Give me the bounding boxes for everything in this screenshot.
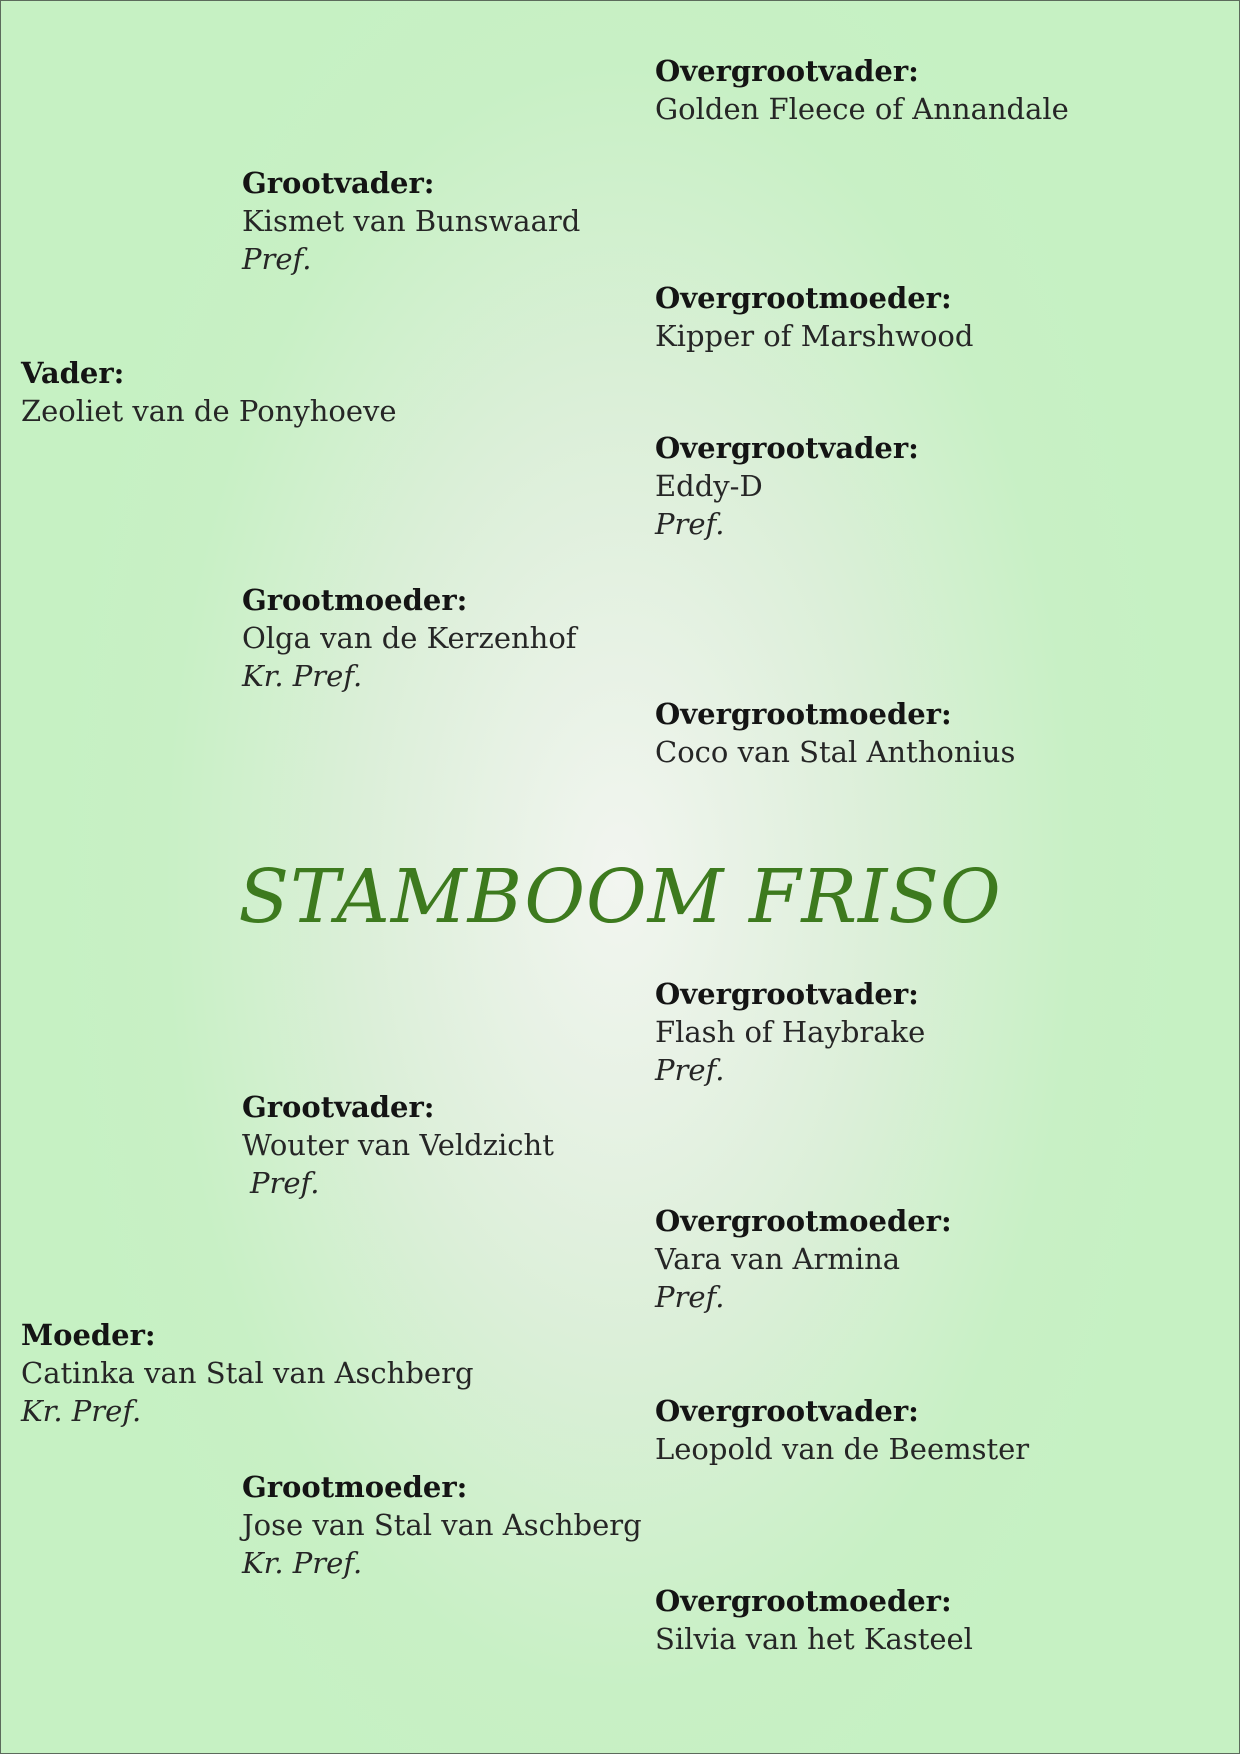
entry-name: Eddy-D: [655, 469, 763, 503]
entry-name: Catinka van Stal van Aschberg: [21, 1356, 474, 1390]
dam-great-grandfather-1: [655, 975, 925, 1089]
entry-label: Overgrootmoeder:: [655, 1584, 952, 1618]
entry-label: Overgrootvader:: [655, 431, 919, 465]
entry-name: Kismet van Bunswaard: [242, 204, 581, 238]
entry-name: Coco van Stal Anthonius: [655, 735, 1016, 769]
entry-title: Kr. Pref.: [21, 1394, 142, 1428]
entry-name: Jose van Stal van Aschberg: [242, 1508, 642, 1542]
entry-name: Wouter van Veldzicht: [242, 1128, 554, 1162]
entry-name: Flash of Haybrake: [655, 1015, 926, 1049]
page-title: STAMBOOM FRISO: [238, 854, 1002, 940]
entry-title: Pref.: [655, 1053, 725, 1087]
entry-name: Zeoliet van de Ponyhoeve: [21, 394, 397, 428]
entry-title: Kr. Pref.: [242, 1546, 363, 1580]
entry-title: Pref.: [250, 1166, 320, 1200]
entry-title: Kr. Pref.: [242, 659, 363, 693]
entry-name: Olga van de Kerzenhof: [242, 621, 577, 655]
entry-label: Grootvader:: [242, 1090, 435, 1124]
entry-title: Pref.: [655, 507, 725, 541]
entry-label: Overgrootmoeder:: [655, 1204, 952, 1238]
entry-label: Overgrootvader:: [655, 977, 919, 1011]
sire-great-grandmother-2: [655, 695, 1015, 771]
sire-great-grandfather-2: [655, 429, 919, 543]
entry-title: Pref.: [655, 1280, 725, 1314]
entry-label: Overgrootmoeder:: [655, 281, 952, 315]
dam: [21, 1316, 474, 1430]
entry-label: Overgrootmoeder:: [655, 697, 952, 731]
entry-name: Silvia van het Kasteel: [655, 1622, 973, 1656]
entry-label: Overgrootvader:: [655, 54, 919, 88]
entry-label: Moeder:: [21, 1318, 156, 1352]
entry-label: Grootvader:: [242, 166, 435, 200]
dam-grandfather: [242, 1088, 554, 1202]
sire-great-grandfather-1: [655, 52, 1069, 128]
dam-great-grandfather-2: [655, 1392, 1029, 1468]
sire-great-grandmother-1: [655, 279, 973, 355]
entry-name: Vara van Armina: [655, 1242, 901, 1276]
dam-great-grandmother-1: [655, 1202, 952, 1316]
dam-great-grandmother-2: [655, 1582, 973, 1658]
entry-label: Grootmoeder:: [242, 1470, 468, 1504]
entry-label: Vader:: [21, 356, 125, 390]
entry-label: Grootmoeder:: [242, 583, 468, 617]
sire: [21, 354, 397, 430]
entry-name: Golden Fleece of Annandale: [655, 92, 1069, 126]
entry-title: Pref.: [242, 242, 312, 276]
dam-grandmother: [242, 1468, 642, 1582]
entry-label: Overgrootvader:: [655, 1394, 919, 1428]
entry-name: Kipper of Marshwood: [655, 319, 974, 353]
entry-name: Leopold van de Beemster: [655, 1432, 1030, 1466]
sire-grandfather: [242, 164, 580, 278]
sire-grandmother: [242, 581, 577, 695]
